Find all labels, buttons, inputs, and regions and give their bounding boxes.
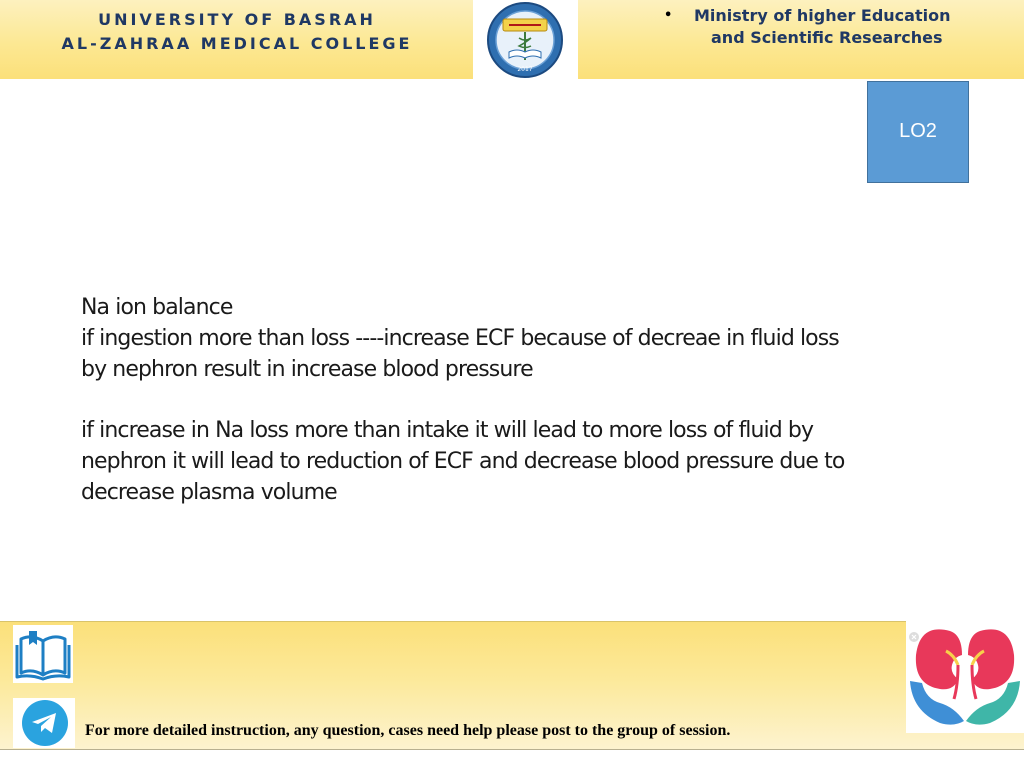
paragraph-gap — [81, 385, 961, 415]
college-seal-icon — [473, 0, 578, 79]
body-line: Na ion balance — [81, 295, 233, 320]
body-line: if increase in Na loss more than intake it will lead to more loss of fluid by — [81, 418, 814, 443]
footer-instruction: For more detailed instruction, any question, cases need help please post to the group of session. — [85, 722, 731, 739]
telegram-icon[interactable] — [13, 698, 75, 748]
university-line-1: UNIVERSITY OF BASRAH — [98, 10, 376, 29]
body-line: by nephron result in increase blood pressure — [81, 357, 533, 382]
lo2-badge: LO2 — [867, 81, 969, 183]
slide-body — [81, 292, 961, 508]
open-book-icon[interactable] — [13, 625, 73, 683]
university-line-2: AL-ZAHRAA MEDICAL COLLEGE — [61, 34, 413, 53]
ministry-line-2: and Scientific Researches — [711, 28, 943, 47]
body-line: if ingestion more than loss ----increase ECF because of decreae in fluid loss — [81, 326, 839, 351]
body-line: nephron it will lead to reduction of ECF and decrease blood pressure due to — [81, 449, 845, 474]
kidney-hands-icon — [906, 621, 1024, 733]
ministry-heading — [664, 5, 964, 49]
ministry-line-1: Ministry of higher Education — [694, 6, 951, 25]
body-line: decrease plasma volume — [81, 480, 337, 505]
college-logo — [473, 0, 578, 79]
logo-year: 2017 — [517, 66, 533, 73]
bullet: • — [664, 8, 673, 23]
university-title — [52, 8, 422, 56]
